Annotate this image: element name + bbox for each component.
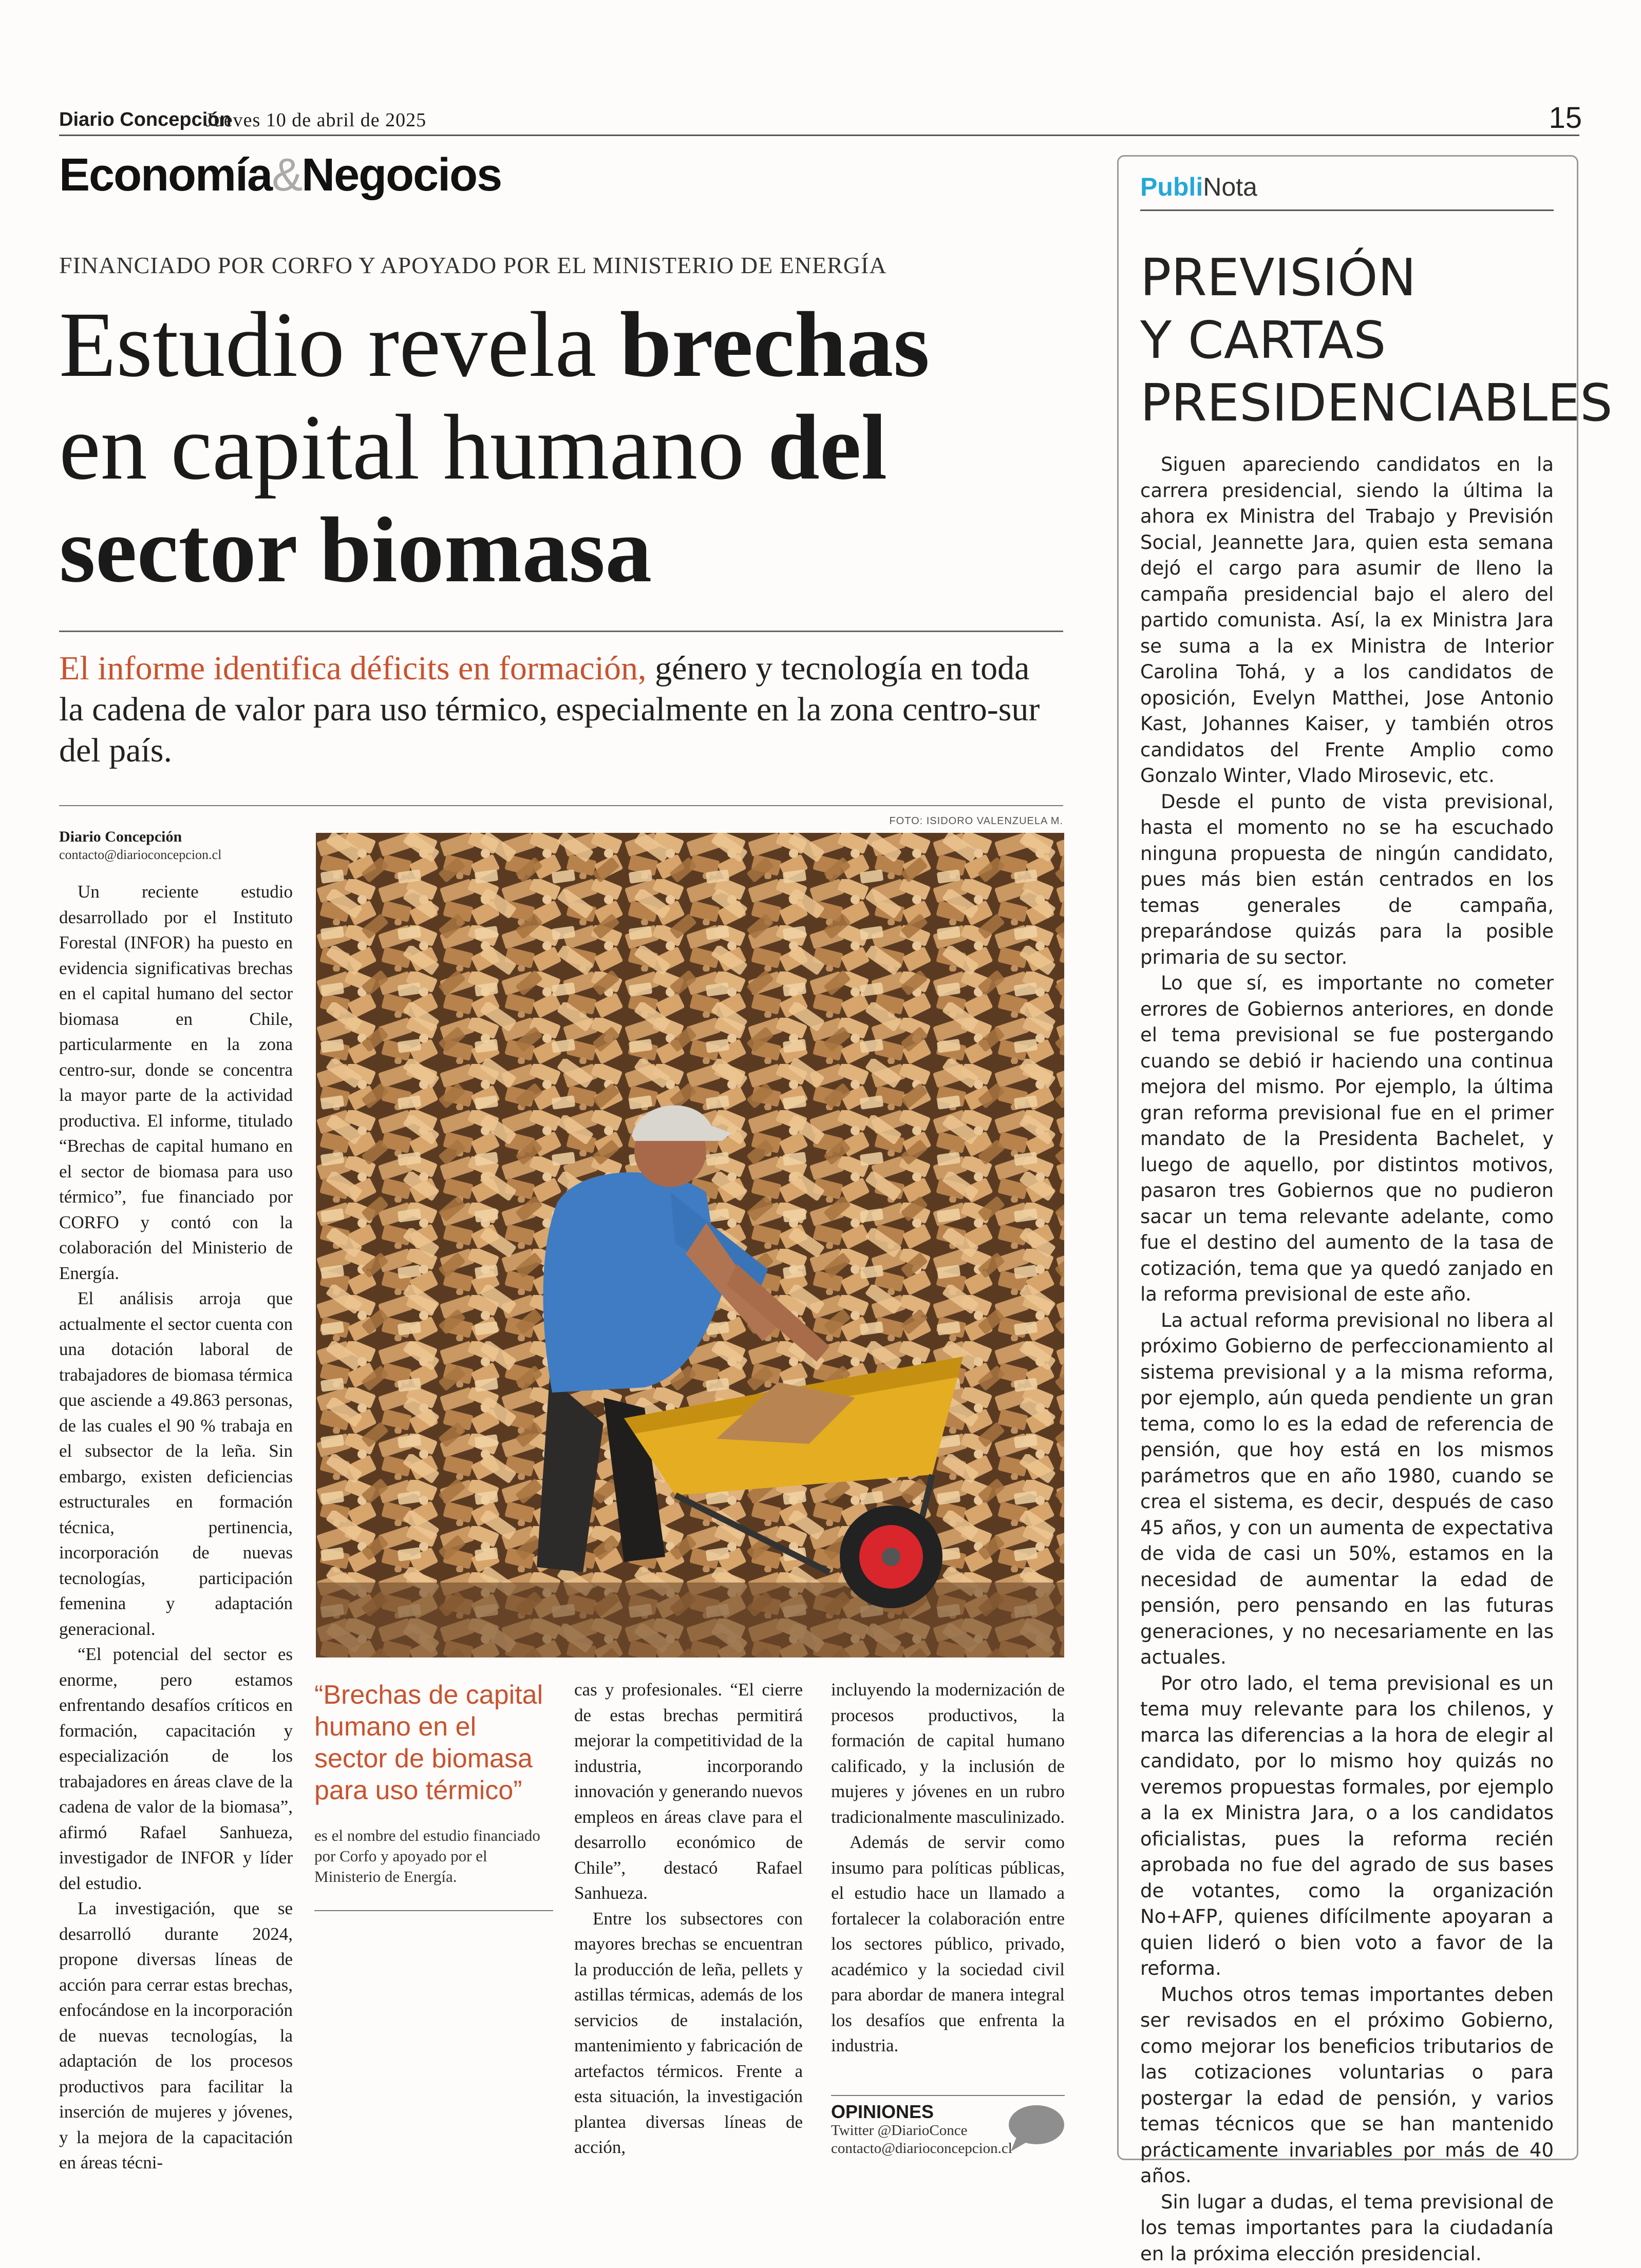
paragraph: “El potencial del sector es enorme, pero estamos enfrentando desafíos críticos en formación, capacitación y especialización de los trabajadores en áreas clave de la cadena de valor de la biomasa”, afirmó Rafael Sanhueza, investigador de INFOR y líder del estudio. — [59, 1644, 293, 1893]
article-column-4 — [831, 1677, 1065, 2059]
sidebar-body — [1140, 452, 1554, 2267]
article-deck — [59, 648, 1061, 771]
article-column-1 — [59, 879, 293, 2176]
headline-bold1: brechas — [619, 293, 930, 396]
article-headline — [59, 294, 1086, 602]
sidebar-title — [1140, 246, 1613, 434]
pull-quote: “Brechas de capital humano en el sector de biomasa para uso térmico” — [314, 1680, 543, 1805]
header-divider — [59, 135, 1579, 136]
byline-email[interactable]: contacto@diarioconcepcion.cl — [59, 847, 222, 862]
headline-bold3: sector biomasa — [59, 499, 652, 602]
paragraph: incluyendo la modernización de procesos productivos, la formación de capital humano calificado, y la inclusión de mujeres y jóvenes en un rubro tradicionalmente masculinizado. — [831, 1680, 1065, 1827]
sidebar-title-line-1: PREVISIÓN — [1140, 247, 1417, 308]
page-number: 15 — [1549, 101, 1582, 135]
deck-rest: género y tecnología en toda la cadena de valor para uso térmico, especialmente en la zona centro-sur del país. — [59, 650, 1040, 769]
sidebar-label-publi: Publi — [1140, 173, 1203, 201]
sidebar-label — [1140, 172, 1257, 202]
paragraph: Además de servir como insumo para políticas públicas, el estudio hace un llamado a fortalecer la colaboración entre los sectores público, privado, académico y la sociedad civil para abordar de manera integral los desafíos que enfrenta la industria. — [831, 1832, 1065, 2055]
paragraph: El análisis arroja que actualmente el sector cuenta con una dotación laboral de trabajadores de biomasa térmica que asciende a 49.863 personas, de las cuales el 90 % trabaja en el subsector de la leña. Sin embargo, existen deficiencias estructurales en formación técnica, pertinencia, incorporación de nuevas tecnologías, participación femenina y adaptación generacional. — [59, 1288, 293, 1639]
firewood-worker-illustration — [316, 833, 1064, 1657]
deck-divider — [59, 805, 1063, 806]
section-title — [59, 149, 501, 202]
opiniones-twitter[interactable]: Twitter @DiarioConce — [831, 2122, 968, 2139]
opiniones-divider — [831, 2095, 1065, 2096]
paragraph: Siguen apareciendo candidatos en la carrera presidencial, siendo la última la ahora ex Ministra del Trabajo y Previsión Social, Jeannette Jara, quien esta semana dejó el cargo para asumir de lleno la campaña presidencial bajo el alero del partido comunista. Así, la ex Ministra Jara se suma a la ex Ministra de Interior Carolina Tohá, y a los candidatos de oposición, Evelyn Matthei, Jose Antonio Kast, Johannes Kaiser, y también otros candidatos del Frente Amplio como Gonzalo Winter, Vlado Mirosevic, etc. — [1140, 453, 1554, 787]
deck-highlight: El informe identifica déficits en formación, — [59, 650, 647, 687]
speech-bubble-icon — [1006, 2104, 1065, 2153]
pull-quote-divider — [314, 1910, 553, 1911]
paragraph: La actual reforma previsional no libera al próximo Gobierno de perfeccionamiento al sistema previsional y a la misma reforma, por ejemplo, aún queda pendiente un gran tema, como lo es la edad de referencia de pensión, que hoy está en los mismos parámetros que en año 1980, cuando se crea el sistema, es decir, después de caso 45 años, y con un aumenta de expectativa de vida de casi un 50%, estamos en la necesidad de aumentar la edad de pensión, pero pensando en las futuras generaciones, y no necesariamente en las actuales. — [1140, 1309, 1554, 1668]
paragraph: Entre los subsectores con mayores brechas se encuentran la producción de leña, pellets y astillas térmicas, además de los servicios de instalación, mantenimiento y fabricación de artefactos térmicos. Frente a esta situación, la investigación plantea diversas líneas de acción, — [574, 1908, 803, 2157]
headline-divider — [59, 631, 1063, 632]
section-name-1: Economía — [59, 149, 272, 201]
photo-credit: FOTO: ISIDORO VALENZUELA M. — [889, 815, 1063, 827]
sidebar-title-line-2: Y CARTAS — [1140, 310, 1386, 370]
pull-quote-caption: es el nombre del estudio financiado por Corfo y apoyado por el Ministerio de Energía. — [314, 1826, 540, 1885]
newspaper-name: Diario Concepción — [59, 109, 232, 130]
paragraph: La investigación, que se desarrolló durante 2024, propone diversas líneas de acción para cerrar estas brechas, enfocándose en la incorporación de nuevas tecnologías, la adaptación de los procesos productivos para facilitar la inserción de mujeres y jóvenes, y la mejora de la capacitación en áreas técni- — [59, 1898, 293, 2172]
paragraph: Sin lugar a dudas, el tema previsional de los temas importantes para la ciudadanía en la próxima elección presidencial. — [1140, 2190, 1554, 2265]
article-column-3 — [574, 1677, 803, 2160]
article-kicker: FINANCIADO POR CORFO Y APOYADO POR EL MINISTERIO DE ENERGÍA — [59, 252, 887, 278]
opiniones-title: OPINIONES — [831, 2101, 934, 2122]
headline-part1: Estudio revela — [59, 293, 620, 396]
issue-date: Jueves 10 de abril de 2025 — [205, 109, 427, 131]
sidebar-title-line-3: PRESIDENCIABLES — [1140, 373, 1613, 433]
paragraph: Muchos otros temas importantes deben ser revisados en el próximo Gobierno, como mejorar los beneficios tributarios de las cotizaciones voluntarias o para postergar la edad de pensión, y varios temas técnicos que se han mantenido prácticamente invariables por más de 40 años. — [1140, 1983, 1554, 2187]
byline-name: Diario Concepción — [59, 828, 182, 845]
paragraph: Por otro lado, el tema previsional es un tema muy relevante para los chilenos, y marca las diferencias a la hora de elegir al candidato, por lo mismo hoy quizás no veremos propuestas formales, por ejemplo a la ex Ministra Jara, o a los candidatos oficialistas, pues la reforma recién aprobada no fue del agrado de sus bases de votantes, como la organización No+AFP, quienes difícilmente apoyaran a quien lideró o bien voto a favor de la reforma. — [1140, 1672, 1554, 1979]
opiniones-email[interactable]: contacto@diarioconcepcion.cl — [831, 2140, 1012, 2157]
paragraph: Desde el punto de vista previsional, hasta el momento no se ha escuchado ninguna propuesta de ningún candidato, pues más bien están centrados en los temas generales de campaña, preparándose quizás para la posible primaria de su sector. — [1140, 790, 1554, 968]
sidebar-label-nota: Nota — [1203, 173, 1257, 201]
section-ampersand: & — [272, 149, 302, 201]
paragraph: cas y profesionales. “El cierre de estas brechas permitirá mejorar la competitividad de la industria, incorporando innovación y generando nuevos empleos en áreas clave para el desarrollo económico de Chile”, destacó Rafael Sanhueza. — [574, 1680, 803, 1903]
headline-part2: en capital humano — [59, 396, 768, 499]
article-photo — [316, 833, 1064, 1657]
sidebar-divider — [1140, 209, 1554, 211]
section-name-2: Negocios — [301, 149, 502, 201]
paragraph: Lo que sí, es importante no cometer errores de Gobiernos anteriores, en donde el tema previsional se fue postergando cuando se debió ir haciendo una continua mejora del mismo. Por ejemplo, la última gran reforma previsional fue en el primer mandato de la Presidenta Bachelet, y luego de aquello, por distintos motivos, pasaron tres Gobiernos que no pudieron sacar un tema relevante adelante, como fue el destino del aumento de la tasa de cotización, tema que ya quedó zanjado en la reforma previsional de este año. — [1140, 972, 1554, 1305]
paragraph: Un reciente estudio desarrollado por el Instituto Forestal (INFOR) ha puesto en evidencia significativas brechas en el capital humano del sector biomasa en Chile, particularmente en la zona centro-sur, donde se concentra la mayor parte de la actividad productiva. El informe, titulado “Brechas de capital humano en el sector de biomasa para uso térmico”, fue financiado por CORFO y contó con la colaboración del Ministerio de Energía. — [59, 882, 293, 1283]
headline-bold2: del — [767, 396, 888, 499]
